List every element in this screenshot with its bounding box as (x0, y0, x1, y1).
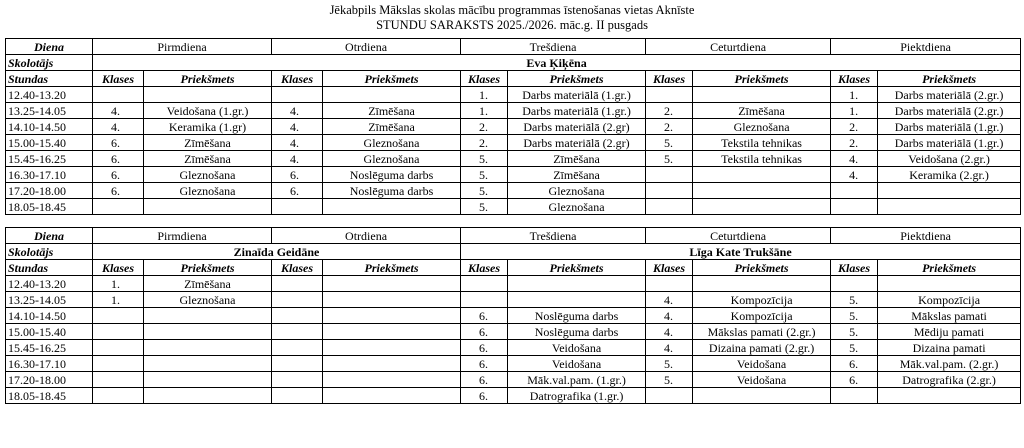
class-cell: 5. (461, 199, 508, 215)
class-cell: 6. (93, 135, 144, 151)
subject-cell: Gleznošana (323, 135, 461, 151)
prieksmets-header: Priekšmets (878, 71, 1021, 87)
day-wednesday: Trešdiena (461, 228, 646, 244)
class-cell: 4. (646, 324, 693, 340)
subject-cell (144, 87, 272, 103)
subject-cell: Māk.val.pam. (1.gr.) (508, 372, 646, 388)
klases-header: Klases (646, 260, 693, 276)
day-thursday: Ceturtdiena (646, 228, 831, 244)
class-cell: 2. (646, 119, 693, 135)
subject-cell: Tekstila tehnikas (693, 135, 831, 151)
schedule-table-2 (5, 227, 1021, 404)
class-cell: 2. (461, 135, 508, 151)
subject-cell: Darbs materiālā (1.gr.) (878, 135, 1021, 151)
class-cell: 6. (461, 324, 508, 340)
klases-header: Klases (831, 71, 878, 87)
time-slot: 12.40-13.20 (6, 87, 93, 103)
subject-cell (508, 276, 646, 292)
subject-cell (508, 292, 646, 308)
day-header-row (6, 39, 1021, 55)
class-cell: 4. (272, 151, 323, 167)
time-slot: 13.25-14.05 (6, 103, 93, 119)
table-row (6, 151, 1021, 167)
day-tuesday: Otrdiena (272, 228, 461, 244)
subject-cell: Noslēguma darbs (508, 308, 646, 324)
time-slot: 14.10-14.50 (6, 308, 93, 324)
subject-cell: Veidošana (508, 356, 646, 372)
class-cell: 4. (646, 340, 693, 356)
klases-header: Klases (93, 260, 144, 276)
table-row (6, 388, 1021, 404)
class-cell: 1. (93, 276, 144, 292)
class-cell: 5. (831, 340, 878, 356)
subject-cell: Māk.val.pam. (2.gr.) (878, 356, 1021, 372)
subject-cell: Datrografika (1.gr.) (508, 388, 646, 404)
class-cell: 5. (461, 151, 508, 167)
stundas-label: Stundas (6, 71, 93, 87)
class-cell (272, 324, 323, 340)
subject-cell (878, 276, 1021, 292)
class-cell: 6. (831, 372, 878, 388)
time-slot: 12.40-13.20 (6, 276, 93, 292)
day-wednesday: Trešdiena (461, 39, 646, 55)
class-cell: 6. (93, 183, 144, 199)
column-header-row (6, 260, 1021, 276)
class-cell: 1. (831, 87, 878, 103)
table-row (6, 135, 1021, 151)
class-cell: 4. (272, 119, 323, 135)
subject-cell: Zīmēšana (144, 135, 272, 151)
subject-cell (878, 183, 1021, 199)
subject-cell (323, 388, 461, 404)
subject-cell: Gleznošana (323, 151, 461, 167)
subject-cell (693, 276, 831, 292)
class-cell (831, 199, 878, 215)
class-cell (93, 340, 144, 356)
class-cell (646, 388, 693, 404)
subject-cell (693, 87, 831, 103)
subject-cell (693, 199, 831, 215)
class-cell: 5. (646, 356, 693, 372)
time-slot: 16.30-17.10 (6, 356, 93, 372)
subject-cell: Zīmēšana (508, 167, 646, 183)
class-cell (272, 356, 323, 372)
class-cell: 5. (646, 372, 693, 388)
class-cell (646, 276, 693, 292)
class-cell: 6. (93, 167, 144, 183)
subject-cell (878, 388, 1021, 404)
class-cell (272, 199, 323, 215)
subject-cell: Darbs materiālā (2.gr.) (878, 87, 1021, 103)
prieksmets-header: Priekšmets (144, 260, 272, 276)
prieksmets-header: Priekšmets (323, 71, 461, 87)
class-cell (272, 340, 323, 356)
table-row (6, 372, 1021, 388)
table-row (6, 292, 1021, 308)
class-cell: 5. (646, 135, 693, 151)
class-cell (461, 292, 508, 308)
skolotajs-label: Skolotājs (6, 55, 93, 71)
subject-cell: Kompozīcija (693, 292, 831, 308)
subject-cell (144, 324, 272, 340)
class-cell (272, 388, 323, 404)
prieksmets-header: Priekšmets (878, 260, 1021, 276)
class-cell (831, 276, 878, 292)
skolotajs-label: Skolotājs (6, 244, 93, 260)
table-row (6, 183, 1021, 199)
subject-cell: Mēdiju pamati (878, 324, 1021, 340)
class-cell: 2. (646, 103, 693, 119)
subject-cell: Gleznošana (693, 119, 831, 135)
class-cell: 4. (831, 151, 878, 167)
schedule-table-1 (5, 38, 1021, 215)
subject-cell (144, 356, 272, 372)
class-cell (93, 87, 144, 103)
class-cell: 6. (461, 340, 508, 356)
class-cell: 5. (646, 151, 693, 167)
subject-cell: Noslēguma darbs (323, 183, 461, 199)
subject-cell: Zīmēšana (323, 119, 461, 135)
class-cell: 6. (461, 388, 508, 404)
class-cell (646, 87, 693, 103)
class-cell (272, 87, 323, 103)
diena-label: Diena (6, 228, 93, 244)
day-thursday: Ceturtdiena (646, 39, 831, 55)
table-row (6, 87, 1021, 103)
class-cell: 2. (831, 135, 878, 151)
prieksmets-header: Priekšmets (508, 71, 646, 87)
class-cell (93, 199, 144, 215)
time-slot: 16.30-17.10 (6, 167, 93, 183)
subject-cell (323, 356, 461, 372)
prieksmets-header: Priekšmets (693, 260, 831, 276)
subject-cell: Darbs materiālā (2.gr) (508, 119, 646, 135)
subject-cell: Kompozīcija (878, 292, 1021, 308)
subject-cell: Darbs materiālā (1.gr.) (878, 119, 1021, 135)
table-row (6, 308, 1021, 324)
class-cell: 6. (93, 151, 144, 167)
prieksmets-header: Priekšmets (323, 260, 461, 276)
class-cell: 5. (461, 167, 508, 183)
subject-cell: Gleznošana (144, 167, 272, 183)
klases-header: Klases (272, 71, 323, 87)
subject-cell (144, 388, 272, 404)
class-cell: 5. (461, 183, 508, 199)
class-cell: 1. (831, 103, 878, 119)
table-row (6, 103, 1021, 119)
klases-header: Klases (646, 71, 693, 87)
class-cell (93, 388, 144, 404)
subject-cell (693, 167, 831, 183)
class-cell: 1. (461, 103, 508, 119)
school-title: Jēkabpils Mākslas skolas mācību programmas īstenošanas vietas Aknīste (329, 3, 695, 17)
class-cell: 4. (831, 167, 878, 183)
class-cell (461, 276, 508, 292)
subject-cell (693, 183, 831, 199)
subject-cell (878, 199, 1021, 215)
table-row (6, 340, 1021, 356)
class-cell: 1. (461, 87, 508, 103)
class-cell (831, 183, 878, 199)
class-cell: 6. (831, 356, 878, 372)
diena-label: Diena (6, 39, 93, 55)
class-cell: 4. (93, 103, 144, 119)
day-friday: Piektdiena (831, 228, 1021, 244)
class-cell (93, 372, 144, 388)
table-row (6, 276, 1021, 292)
class-cell (646, 167, 693, 183)
class-cell (646, 183, 693, 199)
class-cell: 5. (831, 292, 878, 308)
class-cell (646, 199, 693, 215)
class-cell: 6. (272, 183, 323, 199)
table-row (6, 324, 1021, 340)
subject-cell: Veidošana (693, 356, 831, 372)
class-cell (272, 308, 323, 324)
klases-header: Klases (461, 71, 508, 87)
klases-header: Klases (831, 260, 878, 276)
subject-cell: Datrografika (2.gr.) (878, 372, 1021, 388)
class-cell (93, 324, 144, 340)
class-cell: 6. (461, 308, 508, 324)
prieksmets-header: Priekšmets (144, 71, 272, 87)
time-slot: 17.20-18.00 (6, 372, 93, 388)
subject-cell: Keramika (2.gr.) (878, 167, 1021, 183)
subject-cell: Dizaina pamati (878, 340, 1021, 356)
class-cell: 1. (93, 292, 144, 308)
subject-cell: Keramika (1.gr) (144, 119, 272, 135)
subject-cell: Noslēguma darbs (508, 324, 646, 340)
table-row (6, 356, 1021, 372)
teacher-name-right: Līga Kate Trukšāne (461, 244, 1021, 260)
subject-cell: Gleznošana (508, 183, 646, 199)
subject-cell: Tekstila tehnikas (693, 151, 831, 167)
time-slot: 18.05-18.45 (6, 388, 93, 404)
table-row (6, 119, 1021, 135)
subject-cell: Kompozīcija (693, 308, 831, 324)
day-tuesday: Otrdiena (272, 39, 461, 55)
subject-cell: Veidošana (693, 372, 831, 388)
subject-cell (144, 372, 272, 388)
day-header-row (6, 228, 1021, 244)
subject-cell: Zīmēšana (508, 151, 646, 167)
klases-header: Klases (93, 71, 144, 87)
class-cell (272, 276, 323, 292)
document-header (0, 0, 1024, 38)
time-slot: 18.05-18.45 (6, 199, 93, 215)
class-cell: 4. (272, 103, 323, 119)
klases-header: Klases (272, 260, 323, 276)
subject-cell (144, 199, 272, 215)
teacher-name: Eva Ķiķēna (93, 55, 1021, 71)
class-cell: 6. (461, 372, 508, 388)
time-slot: 17.20-18.00 (6, 183, 93, 199)
subject-cell: Veidošana (2.gr.) (878, 151, 1021, 167)
class-cell: 4. (272, 135, 323, 151)
subject-cell (323, 340, 461, 356)
teacher-row (6, 244, 1021, 260)
class-cell: 4. (93, 119, 144, 135)
class-cell: 2. (461, 119, 508, 135)
teacher-name-left: Zinaīda Geidāne (93, 244, 461, 260)
subject-cell: Mākslas pamati (2.gr.) (693, 324, 831, 340)
subject-cell: Darbs materiālā (2.gr) (508, 135, 646, 151)
class-cell (272, 372, 323, 388)
subject-cell: Mākslas pamati (878, 308, 1021, 324)
column-header-row (6, 71, 1021, 87)
subject-cell: Zīmēšana (144, 151, 272, 167)
class-cell (272, 292, 323, 308)
table-1-body (6, 39, 1021, 215)
subject-cell: Darbs materiālā (1.gr.) (508, 103, 646, 119)
subject-cell: Zīmēšana (693, 103, 831, 119)
time-slot: 15.45-16.25 (6, 151, 93, 167)
subject-cell: Noslēguma darbs (323, 167, 461, 183)
subject-cell (323, 199, 461, 215)
subject-cell (323, 324, 461, 340)
klases-header: Klases (461, 260, 508, 276)
time-slot: 13.25-14.05 (6, 292, 93, 308)
class-cell (831, 388, 878, 404)
class-cell (93, 356, 144, 372)
teacher-row (6, 55, 1021, 71)
class-cell: 4. (646, 308, 693, 324)
time-slot: 15.00-15.40 (6, 324, 93, 340)
subject-cell: Zīmēšana (144, 276, 272, 292)
time-slot: 15.45-16.25 (6, 340, 93, 356)
day-monday: Pirmdiena (93, 39, 272, 55)
class-cell: 2. (831, 119, 878, 135)
time-slot: 14.10-14.50 (6, 119, 93, 135)
schedule-title: STUNDU SARAKSTS 2025./2026. māc.g. II pusgads (376, 18, 648, 32)
table-2-body (6, 228, 1021, 404)
subject-cell: Gleznošana (144, 292, 272, 308)
subject-cell: Darbs materiālā (2.gr.) (878, 103, 1021, 119)
day-monday: Pirmdiena (93, 228, 272, 244)
subject-cell: Gleznošana (144, 183, 272, 199)
table-row (6, 167, 1021, 183)
subject-cell (693, 388, 831, 404)
subject-cell: Zīmēšana (323, 103, 461, 119)
subject-cell (144, 308, 272, 324)
subject-cell (323, 276, 461, 292)
subject-cell (323, 292, 461, 308)
class-cell: 5. (831, 324, 878, 340)
prieksmets-header: Priekšmets (508, 260, 646, 276)
table-row (6, 199, 1021, 215)
subject-cell: Darbs materiālā (1.gr.) (508, 87, 646, 103)
day-friday: Piektdiena (831, 39, 1021, 55)
stundas-label: Stundas (6, 260, 93, 276)
class-cell: 6. (461, 356, 508, 372)
subject-cell: Dizaina pamati (2.gr.) (693, 340, 831, 356)
class-cell: 4. (646, 292, 693, 308)
prieksmets-header: Priekšmets (693, 71, 831, 87)
class-cell: 6. (272, 167, 323, 183)
subject-cell (323, 87, 461, 103)
time-slot: 15.00-15.40 (6, 135, 93, 151)
subject-cell: Veidošana (1.gr.) (144, 103, 272, 119)
subject-cell (144, 340, 272, 356)
class-cell (93, 308, 144, 324)
class-cell: 5. (831, 308, 878, 324)
subject-cell: Gleznošana (508, 199, 646, 215)
subject-cell (323, 372, 461, 388)
subject-cell (323, 308, 461, 324)
subject-cell: Veidošana (508, 340, 646, 356)
